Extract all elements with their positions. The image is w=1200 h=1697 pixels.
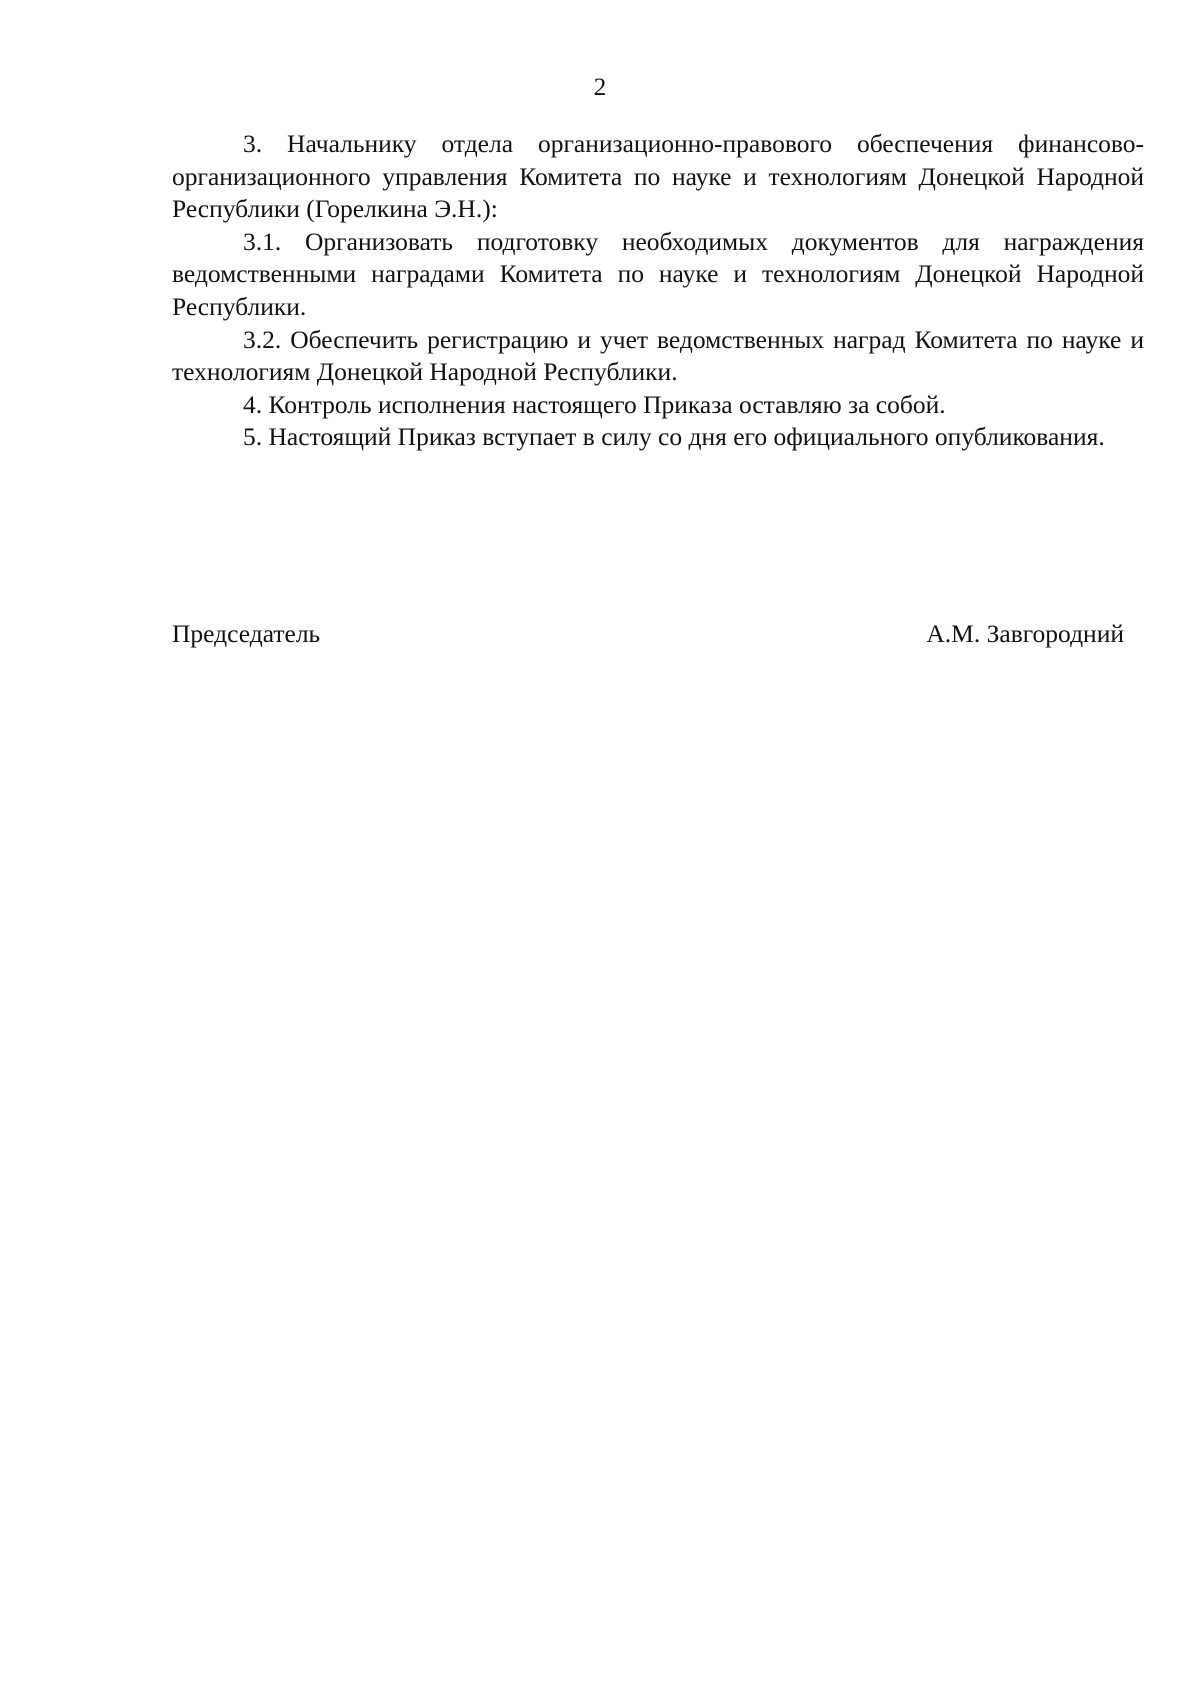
paragraph-3-2: 3.2. Обеспечить регистрацию и учет ведомственных наград Комитета по науке и технологиям Донецкой Народной Республики. — [172, 324, 1144, 387]
paragraph-4: 4. Контроль исполнения настоящего Приказа оставляю за собой. — [243, 389, 946, 419]
signatory-name: А.М. Завгородний — [926, 619, 1124, 648]
paragraph-3-1: 3.1. Организовать подготовку необходимых документов для награждения ведомственными наградами Комитета по науке и технологиям Донецкой Народной Республики. — [172, 226, 1144, 321]
paragraph-3: 3. Начальнику отдела организационно-правового обеспечения финансово-организационного управления Комитета по науке и технологиям Донецкой Народной Республики (Горелкина Э.Н.): — [172, 129, 1144, 224]
paragraph-5: 5. Настоящий Приказ вступает в силу со дня его официального опубликования. — [243, 422, 1105, 452]
signatory-position: Председатель — [172, 619, 321, 648]
order-body — [172, 128, 1144, 454]
page-number: 2 — [593, 74, 607, 101]
